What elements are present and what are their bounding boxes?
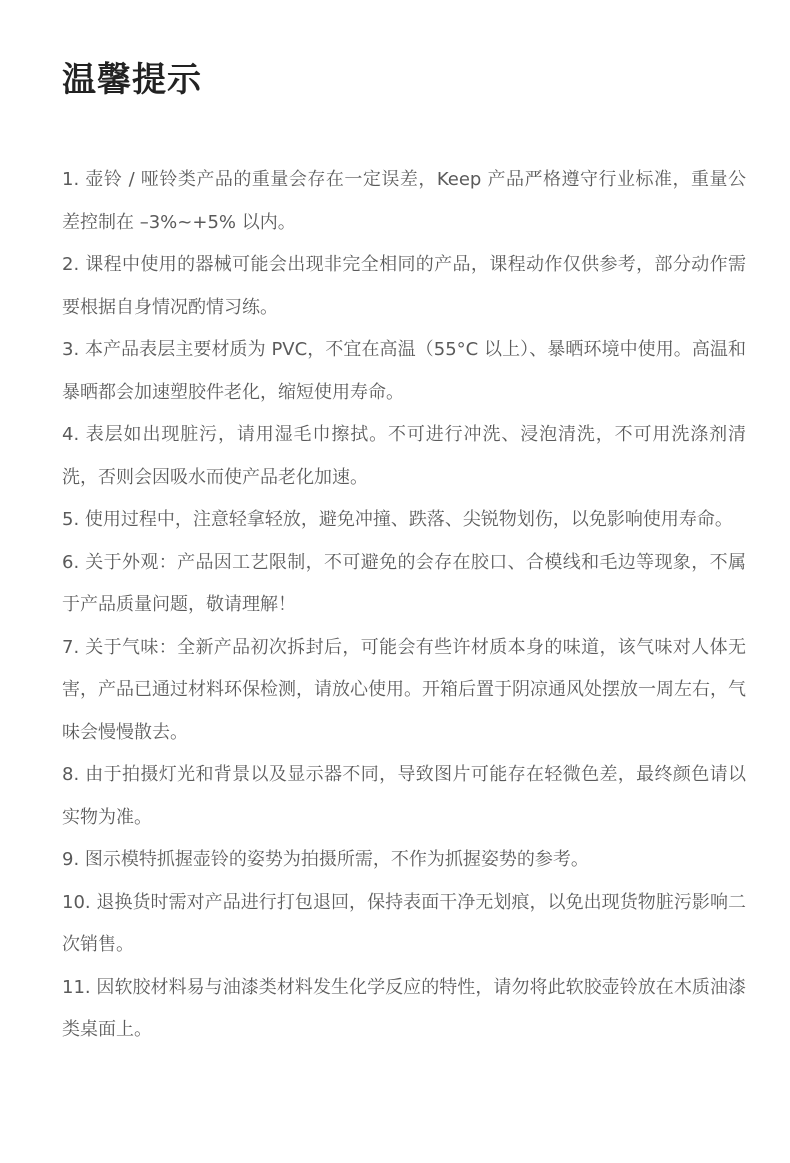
- tip-item-10: 10. 退换货时需对产品进行打包退回，保持表面干净无划痕，以免出现货物脏污影响二次销售。: [62, 891, 746, 955]
- tip-item-9: 9. 图示模特抓握壶铃的姿势为拍摄所需，不作为抓握姿势的参考。: [62, 849, 589, 870]
- tip-item-4: 4. 表层如出现脏污，请用湿毛巾擦拭。不可进行冲洗、浸泡清洗，不可用洗涤剂清洗，否则会因吸水而使产品老化加速。: [62, 424, 746, 488]
- tip-item-8: 8. 由于拍摄灯光和背景以及显示器不同，导致图片可能存在轻微色差，最终颜色请以实物为准。: [62, 764, 746, 828]
- tip-item-3: 3. 本产品表层主要材质为 PVC，不宜在高温（55°C 以上）、暴晒环境中使用。高温和暴晒都会加速塑胶件老化，缩短使用寿命。: [62, 339, 746, 403]
- tip-item-2: 2. 课程中使用的器械可能会出现非完全相同的产品，课程动作仅供参考，部分动作需要根据自身情况酌情习练。: [62, 254, 746, 318]
- tips-list: [62, 159, 746, 1052]
- tip-item-5: 5. 使用过程中，注意轻拿轻放，避免冲撞、跌落、尖锐物划伤，以免影响使用寿命。: [62, 509, 733, 530]
- tip-item-6: 6. 关于外观：产品因工艺限制，不可避免的会存在胶口、合模线和毛边等现象，不属于产品质量问题，敬请理解！: [62, 551, 746, 615]
- tip-item-11: 11. 因软胶材料易与油漆类材料发生化学反应的特性，请勿将此软胶壶铃放在木质油漆类桌面上。: [62, 976, 746, 1040]
- tip-item-7: 7. 关于气味：全新产品初次拆封后，可能会有些许材质本身的味道，该气味对人体无害，产品已通过材料环保检测，请放心使用。开箱后置于阴凉通风处摆放一周左右，气味会慢慢散去。: [62, 636, 746, 743]
- tip-item-1: 1. 壶铃 / 哑铃类产品的重量会存在一定误差，Keep 产品严格遵守行业标准，重量公差控制在 –3%~+5% 以内。: [62, 169, 746, 233]
- page-title: 温馨提示: [62, 60, 202, 100]
